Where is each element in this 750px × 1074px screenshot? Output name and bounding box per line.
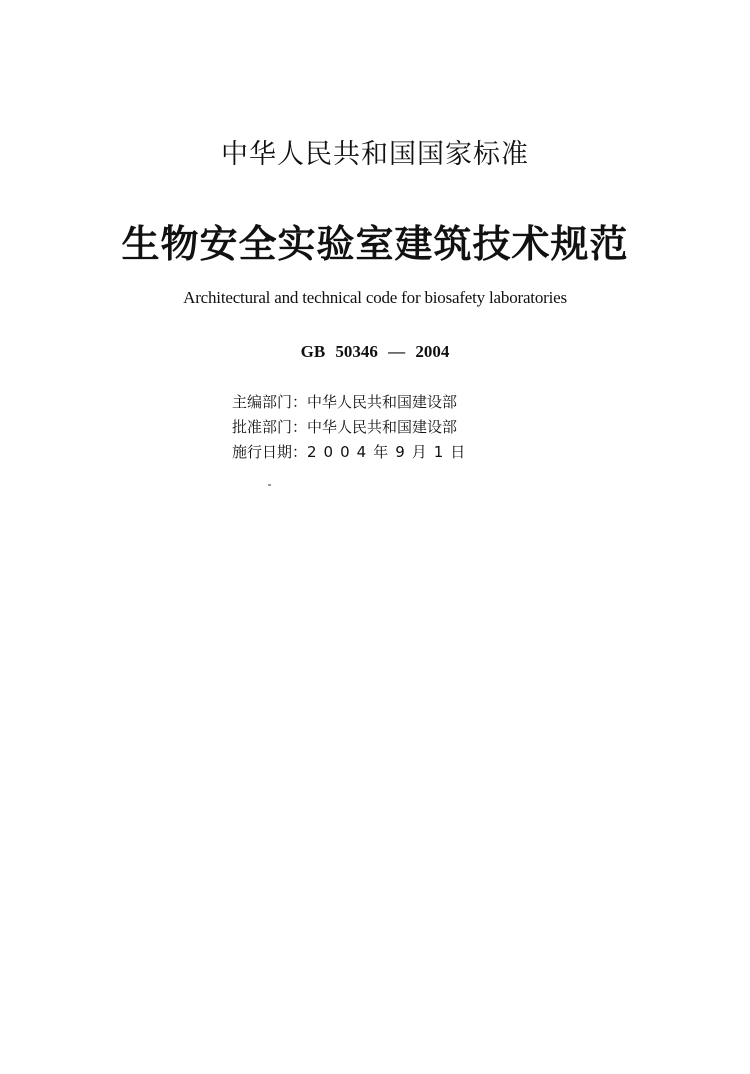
series-title: 中华人民共和国国家标准 <box>221 139 529 170</box>
scan-speck <box>268 484 271 486</box>
document-title: 生物安全实验室建筑技术规范 <box>121 221 629 266</box>
approving-department-row <box>232 415 472 440</box>
effective-date-row <box>232 440 472 465</box>
editing-department-value: 中华人民共和国建设部 <box>307 393 458 411</box>
english-title: Architectural and technical code for biosafety laboratories <box>183 288 567 307</box>
standard-code: GB 50346 — 2004 <box>300 342 450 361</box>
effective-date-value: 2004年9月1日 <box>307 443 473 461</box>
publication-info <box>232 390 472 465</box>
effective-date-label: 施行日期： <box>232 443 308 461</box>
editing-department-label: 主编部门： <box>232 393 308 411</box>
editing-department-row <box>232 390 472 415</box>
approving-department-value: 中华人民共和国建设部 <box>307 418 458 436</box>
approving-department-label: 批准部门： <box>232 418 308 436</box>
